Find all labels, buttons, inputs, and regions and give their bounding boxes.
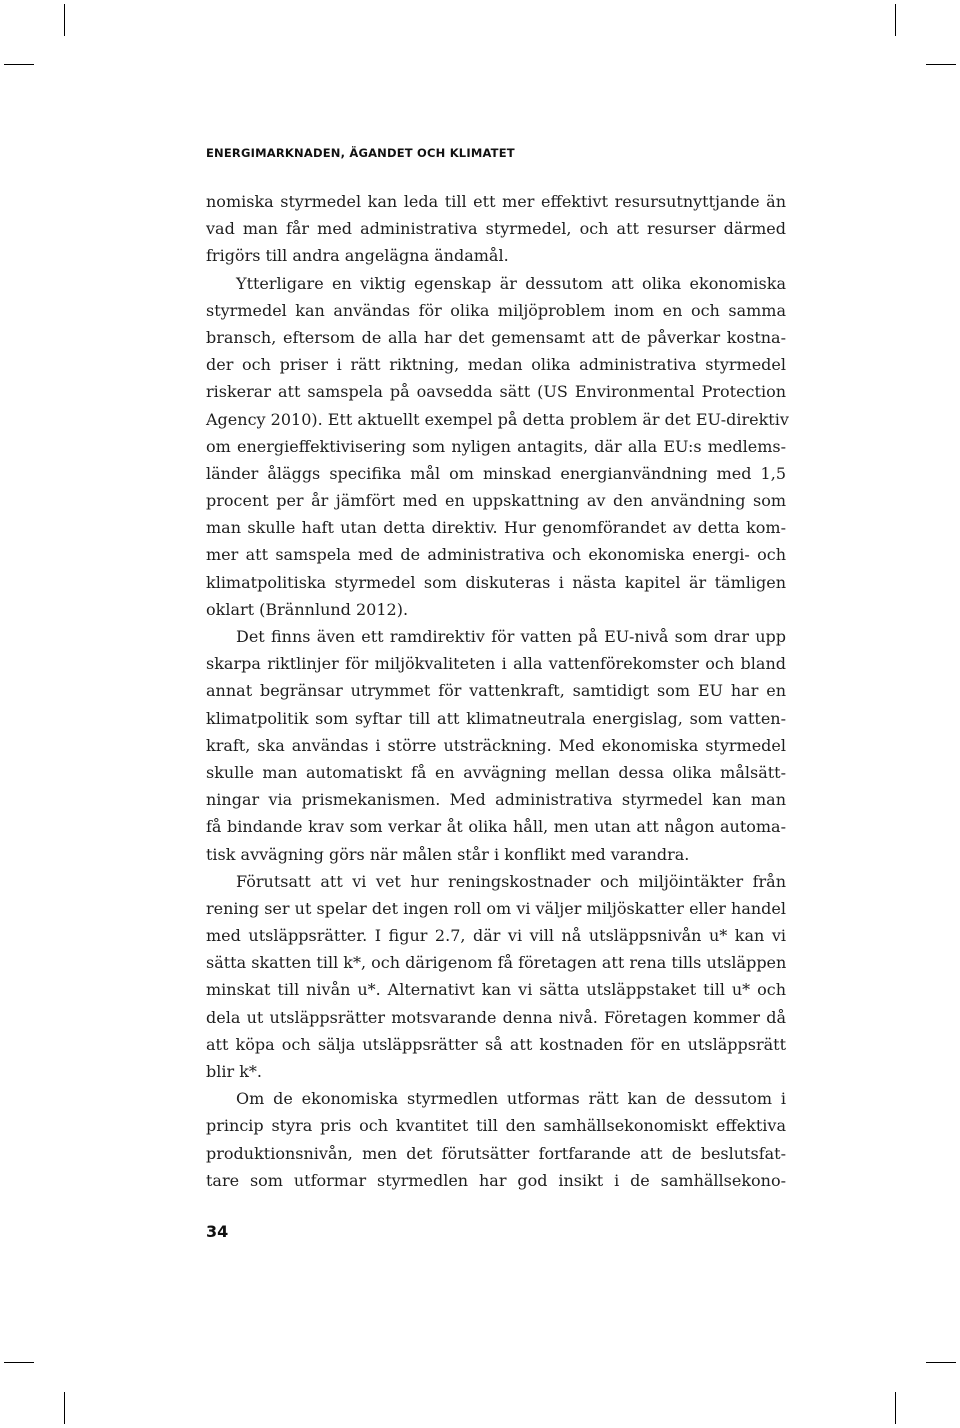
text-line: der och priser i rätt riktning, medan olika administrativa styrmedel — [206, 355, 786, 375]
text-line: skarpa riktlinjer för miljökvaliteten i alla vattenförekomster och bland — [206, 654, 786, 674]
crop-mark-top-left-vertical — [64, 4, 65, 36]
text-line: bransch, eftersom de alla har det gemensamt att de påverkar kostna- — [206, 327, 786, 347]
text-line: frigörs till andra angelägna ändamål. — [206, 246, 509, 266]
text-line: klimatpolitik som syftar till att klimatneutrala energislag, som vatten- — [206, 708, 786, 728]
crop-mark-top-right-horizontal — [926, 64, 956, 65]
text-line: Ytterligare en viktig egenskap är dessutom att olika ekonomiska — [236, 273, 786, 293]
text-line: länder åläggs specifika mål om minskad energianvändning med 1,5 — [206, 463, 786, 483]
page-number: 34 — [206, 1222, 229, 1241]
text-line: att köpa och sälja utsläppsrätter så att kostnaden för en utsläppsrätt — [206, 1034, 786, 1054]
crop-mark-bottom-right-horizontal — [926, 1362, 956, 1363]
crop-mark-bottom-right-vertical — [895, 1392, 896, 1424]
text-line: tisk avvägning görs när målen står i konflikt med varandra. — [206, 844, 690, 864]
text-line: tare som utformar styrmedlen har god insikt i de samhällsekono- — [206, 1170, 786, 1190]
text-line: oklart (Brännlund 2012). — [206, 599, 409, 619]
text-line: procent per år jämfört med en uppskattning av den användning som — [206, 491, 786, 511]
text-line: sätta skatten till k*, och därigenom få företagen att rena tills utsläppen — [206, 953, 787, 973]
text-line: styrmedel kan användas för olika miljöproblem inom en och samma — [206, 300, 786, 320]
text-line: klimatpolitiska styrmedel som diskuteras i nästa kapitel är tämligen — [206, 572, 786, 592]
running-head: ENERGIMARKNADEN, ÄGANDET OCH KLIMATET — [206, 146, 515, 160]
text-line: om energieffektivisering som nyligen antagits, där alla EU:s medlems- — [206, 436, 786, 456]
crop-mark-bottom-left-vertical — [64, 1392, 65, 1424]
crop-mark-top-left-horizontal — [4, 64, 34, 65]
text-line: skulle man automatiskt få en avvägning mellan dessa olika målsätt- — [206, 762, 786, 782]
text-line: med utsläppsrätter. I figur 2.7, där vi vill nå utsläppsnivån u* kan vi — [206, 926, 786, 946]
crop-mark-top-right-vertical — [895, 4, 896, 36]
text-line: rening ser ut spelar det ingen roll om vi väljer miljöskatter eller handel — [206, 898, 786, 918]
text-line: blir k*. — [206, 1062, 262, 1081]
text-line: Agency 2010). Ett aktuellt exempel på detta problem är det EU-direktiv — [206, 409, 789, 429]
body-text — [206, 188, 789, 1194]
crop-mark-bottom-left-horizontal — [4, 1362, 34, 1363]
text-line: nomiska styrmedel kan leda till ett mer effektivt resursutnyttjande än — [206, 192, 786, 211]
text-line: man skulle haft utan detta direktiv. Hur genomförandet av detta kom- — [206, 518, 786, 538]
text-line: princip styra pris och kvantitet till den samhällsekonomiskt effektiva — [206, 1116, 786, 1136]
text-line: få bindande krav som verkar åt olika håll, men utan att någon automa- — [206, 817, 786, 837]
text-line: Förutsatt att vi vet hur reningskostnader och miljöintäkter från — [236, 871, 786, 891]
text-line: produktionsnivån, men det förutsätter fortfarande att de beslutsfat- — [206, 1143, 786, 1163]
text-line: annat begränsar utrymmet för vattenkraft, samtidigt som EU har en — [206, 681, 786, 701]
text-line: ningar via prismekanismen. Med administrativa styrmedel kan man — [206, 790, 786, 810]
text-line: dela ut utsläppsrätter motsvarande denna nivå. Företagen kommer då — [206, 1007, 786, 1027]
text-line: vad man får med administrativa styrmedel, och att resurser därmed — [206, 219, 786, 239]
text-line: riskerar att samspela på oavsedda sätt (US Environmental Protection — [206, 382, 786, 402]
text-line: minskat till nivån u*. Alternativt kan vi sätta utsläppstaket till u* och — [206, 980, 786, 1000]
text-line: Om de ekonomiska styrmedlen utformas rätt kan de dessutom i — [236, 1089, 786, 1109]
text-line: kraft, ska användas i större utsträckning. Med ekonomiska styrmedel — [206, 735, 786, 755]
text-line: mer att samspela med de administrativa och ekonomiska energi- och — [206, 545, 786, 565]
text-line: Det finns även ett ramdirektiv för vatten på EU-nivå som drar upp — [236, 627, 786, 646]
